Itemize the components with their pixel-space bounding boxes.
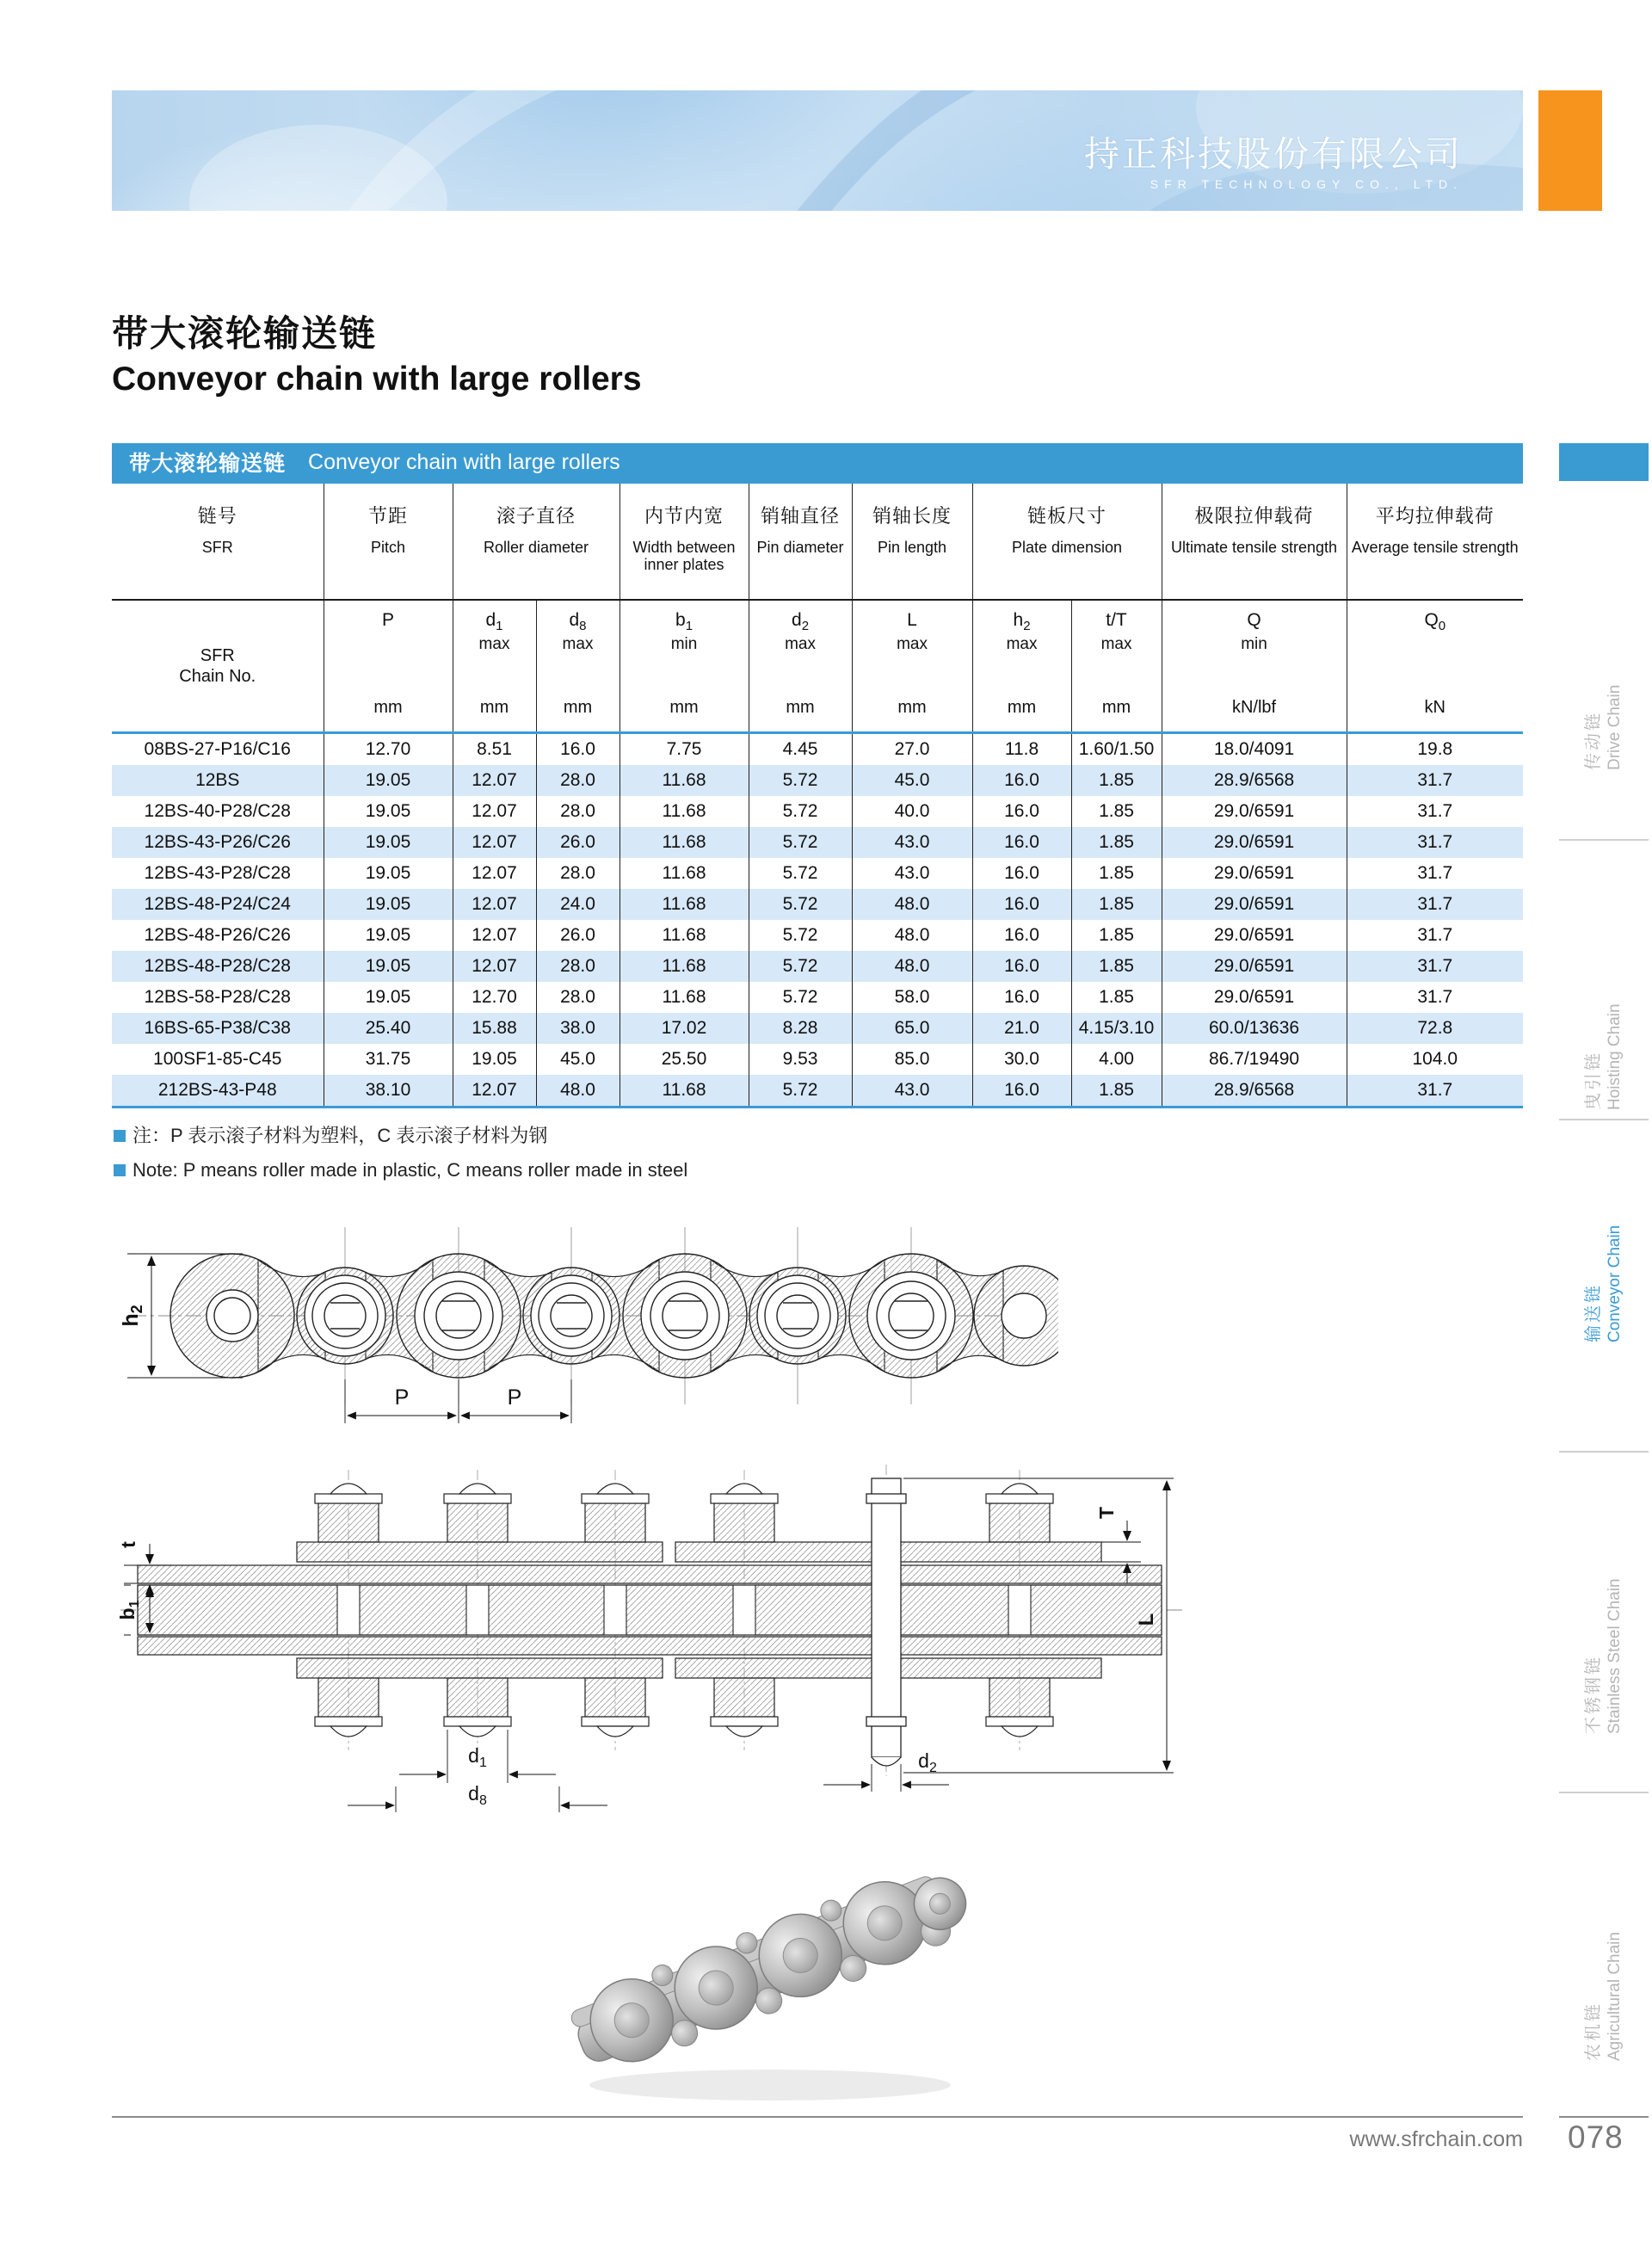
dim-label-T: T [1095,1506,1118,1520]
dim-label-d1: $d_1$ [468,1744,487,1770]
value-cell: 5.72 [749,858,852,889]
value-cell: 16.0 [972,920,1071,951]
dim-label-d8: $d_8$ [468,1782,487,1808]
value-cell: 1.85 [1071,858,1162,889]
chain-no-cell: 12BS-58-P28/C28 [144,987,291,1007]
sidebar-item-agricultural-chain[interactable]: 农机链 Agricultural Chain [1583,1932,1624,2061]
company-name-en: SFR TECHNOLOGY CO., LTD. [1150,177,1463,191]
dim-label-p2: P [507,1385,522,1410]
value-cell: 29.0/6591 [1162,889,1347,920]
value-cell: 11.68 [620,827,749,858]
note-bullet-icon [114,1130,126,1142]
value-cell: 16.0 [972,1075,1071,1107]
value-cell: 24.0 [536,889,620,920]
value-cell: 12.70 [453,982,536,1013]
chain-no-cell: 100SF1-85-C45 [153,1049,282,1069]
col-header-pin-diameter: 销轴直径 Pin diameter [749,483,852,601]
value-cell: 28.9/6568 [1162,1075,1347,1107]
chain-side-view-drawing [112,1203,1058,1435]
value-cell: 16.0 [972,889,1071,920]
subheader-b1: $b_1$ min mm [620,600,749,733]
value-cell: 11.68 [620,765,749,796]
sidebar-item-hoisting-chain[interactable]: 曳引链 Hoisting Chain [1583,1003,1624,1110]
dim-label-d2: $d_2$ [918,1749,937,1775]
chain-no-cell: 12BS-48-P28/C28 [144,956,291,976]
value-cell: 4.45 [749,733,852,766]
value-cell: 43.0 [852,1075,972,1107]
value-cell: 5.72 [749,827,852,858]
table-row [112,1044,1523,1075]
value-cell: 48.0 [852,889,972,920]
dim-label-h2: $h_2$ [119,1305,145,1327]
value-cell: 1.85 [1071,796,1162,827]
value-cell: 7.75 [620,733,749,766]
value-cell: 48.0 [852,951,972,982]
table-row [112,827,1523,858]
value-cell: 31.7 [1347,889,1523,920]
value-cell: 26.0 [536,827,620,858]
spec-table-container [112,481,1523,1108]
sidebar-item-stainless-steel-chain[interactable]: 不锈钢链 Stainless Steel Chain [1583,1578,1624,1734]
dim-label-p1: P [394,1385,410,1410]
value-cell: 16.0 [972,796,1071,827]
sidebar-active-marker [1559,443,1649,481]
value-cell: 12.07 [453,1075,536,1107]
value-cell: 11.68 [620,982,749,1013]
value-cell: 31.75 [324,1044,453,1075]
value-cell: 25.50 [620,1044,749,1075]
table-body [112,733,1523,1107]
dim-label-L: L [1135,1613,1158,1626]
sidebar-divider [1559,839,1649,841]
value-cell: 1.85 [1071,920,1162,951]
value-cell: 19.05 [324,951,453,982]
value-cell: 29.0/6591 [1162,982,1347,1013]
subheader-P: P mm [324,600,453,733]
footer-divider-short [1559,2116,1649,2118]
value-cell: 28.9/6568 [1162,765,1347,796]
value-cell: 11.68 [620,889,749,920]
value-cell: 5.72 [749,765,852,796]
value-cell: 1.85 [1071,1075,1162,1107]
value-cell: 31.7 [1347,1075,1523,1107]
value-cell: 12.70 [324,733,453,766]
table-group-header-row [112,483,1523,601]
value-cell: 11.68 [620,951,749,982]
header-banner [112,90,1523,211]
value-cell: 5.72 [749,982,852,1013]
value-cell: 48.0 [536,1075,620,1107]
company-name-block [1084,135,1463,191]
value-cell: 16.0 [972,858,1071,889]
chain-no-cell: 12BS [195,770,240,790]
sidebar-item-drive-chain[interactable]: 传动链 Drive Chain [1583,684,1624,770]
website-link[interactable]: www.sfrchain.com [1349,2127,1523,2151]
value-cell: 19.05 [324,920,453,951]
table-row [112,858,1523,889]
dim-label-b1: $b_1$ [116,1600,142,1620]
sidebar-divider [1559,1792,1649,1793]
chain-no-cell: 12BS-40-P28/C28 [144,801,291,821]
table-row [112,982,1523,1013]
value-cell: 31.7 [1347,796,1523,827]
page-title [112,312,642,401]
value-cell: 19.8 [1347,733,1523,766]
value-cell: 19.05 [324,982,453,1013]
note-cn: 注：P 表示滚子材料为塑料，C 表示滚子材料为钢 [114,1119,687,1153]
product-photo [551,1823,981,2115]
value-cell: 19.05 [324,796,453,827]
value-cell: 19.05 [324,827,453,858]
value-cell: 16.0 [972,982,1071,1013]
company-name-cn: 持正科技股份有限公司 [1084,134,1463,174]
value-cell: 45.0 [852,765,972,796]
sidebar-item-conveyor-chain[interactable]: 输送链 Conveyor Chain [1583,1225,1624,1342]
value-cell: 12.07 [453,858,536,889]
value-cell: 40.0 [852,796,972,827]
value-cell: 5.72 [749,889,852,920]
col-header-pin-length: 销轴长度 Pin length [852,483,972,601]
subheader-d1: $d_1$ max mm [453,600,536,733]
value-cell: 1.85 [1071,982,1162,1013]
spec-table [112,481,1523,1108]
page-number: 078 [1568,2119,1624,2155]
dim-label-t: t [117,1541,139,1548]
chain-no-cell: 16BS-65-P38/C38 [144,1018,291,1038]
value-cell: 19.05 [324,858,453,889]
section-title-en: Conveyor chain with large rollers [308,449,620,474]
table-row [112,765,1523,796]
table-row [112,889,1523,920]
chain-no-cell: 12BS-48-P26/C26 [144,925,291,945]
chain-no-cell: 12BS-43-P28/C28 [144,863,291,883]
value-cell: 19.05 [453,1044,536,1075]
table-row [112,951,1523,982]
value-cell: 5.72 [749,1075,852,1107]
value-cell: 29.0/6591 [1162,796,1347,827]
table-row [112,920,1523,951]
value-cell: 19.05 [324,765,453,796]
value-cell: 19.05 [324,889,453,920]
value-cell: 43.0 [852,827,972,858]
subheader-Q: Q min kN/lbf [1162,600,1347,733]
value-cell: 11.68 [620,796,749,827]
value-cell: 5.72 [749,796,852,827]
col-header-ultimate-strength: 极限拉伸载荷 Ultimate tensile strength [1162,483,1347,601]
value-cell: 31.7 [1347,858,1523,889]
value-cell: 58.0 [852,982,972,1013]
section-header-bar [112,443,1523,481]
col-header-inner-width: 内节内宽 Width between inner plates [620,483,749,601]
chain-no-cell: 12BS-48-P24/C24 [144,894,291,914]
value-cell: 8.51 [453,733,536,766]
table-row [112,796,1523,827]
value-cell: 1.60/1.50 [1071,733,1162,766]
subheader-h2: $h_2$ max mm [972,600,1071,733]
value-cell: 12.07 [453,920,536,951]
col-header-chain-no: 链号 SFR [112,483,324,601]
value-cell: 12.07 [453,796,536,827]
value-cell: 45.0 [536,1044,620,1075]
sidebar-divider [1559,1451,1649,1453]
subheader-tT: t/T max mm [1071,600,1162,733]
note-bullet-icon [114,1164,126,1176]
col-header-average-strength: 平均拉伸载荷 Average tensile strength [1347,483,1523,601]
value-cell: 12.07 [453,765,536,796]
value-cell: 72.8 [1347,1013,1523,1044]
col-header-roller-diameter: 滚子直径 Roller diameter [453,483,620,601]
subheader-d2: $d_2$ max mm [749,600,852,733]
value-cell: 16.0 [972,951,1071,982]
sidebar-divider [1559,1119,1649,1120]
value-cell: 18.0/4091 [1162,733,1347,766]
footer-divider [112,2116,1523,2118]
value-cell: 28.0 [536,796,620,827]
value-cell: 26.0 [536,920,620,951]
value-cell: 5.72 [749,951,852,982]
chain-no-cell: 212BS-43-P48 [157,1080,277,1100]
value-cell: 1.85 [1071,827,1162,858]
value-cell: 85.0 [852,1044,972,1075]
value-cell: 65.0 [852,1013,972,1044]
subheader-Q0: $Q_0$ kN [1347,600,1523,733]
value-cell: 1.85 [1071,765,1162,796]
value-cell: 16.0 [972,827,1071,858]
value-cell: 17.02 [620,1013,749,1044]
value-cell: 28.0 [536,858,620,889]
value-cell: 11.8 [972,733,1071,766]
value-cell: 48.0 [852,920,972,951]
chain-no-cell: 12BS-43-P26/C26 [144,832,291,852]
value-cell: 12.07 [453,827,536,858]
table-symbol-header-row [112,600,1523,733]
value-cell: 29.0/6591 [1162,858,1347,889]
value-cell: 9.53 [749,1044,852,1075]
chain-section-drawing [112,1456,1187,1817]
value-cell: 1.85 [1071,951,1162,982]
page-title-en: Conveyor chain with large rollers [112,361,642,398]
table-row [112,1075,1523,1107]
value-cell: 25.40 [324,1013,453,1044]
value-cell: 60.0/13636 [1162,1013,1347,1044]
value-cell: 4.15/3.10 [1071,1013,1162,1044]
notes-block [114,1119,687,1188]
value-cell: 27.0 [852,733,972,766]
value-cell: 29.0/6591 [1162,951,1347,982]
orange-accent-block [1538,90,1602,211]
value-cell: 31.7 [1347,765,1523,796]
value-cell: 31.7 [1347,827,1523,858]
value-cell: 1.85 [1071,889,1162,920]
value-cell: 12.07 [453,951,536,982]
value-cell: 43.0 [852,858,972,889]
value-cell: 5.72 [749,920,852,951]
table-row [112,733,1523,766]
value-cell: 86.7/19490 [1162,1044,1347,1075]
value-cell: 12.07 [453,889,536,920]
chain-no-cell: 08BS-27-P16/C16 [144,739,291,759]
value-cell: 29.0/6591 [1162,827,1347,858]
value-cell: 31.7 [1347,951,1523,982]
value-cell: 4.00 [1071,1044,1162,1075]
value-cell: 28.0 [536,765,620,796]
value-cell: 11.68 [620,920,749,951]
value-cell: 16.0 [972,765,1071,796]
subheader-d8: $d_8$ max mm [536,600,620,733]
value-cell: 15.88 [453,1013,536,1044]
value-cell: 8.28 [749,1013,852,1044]
col-header-plate-dimension: 链板尺寸 Plate dimension [972,483,1162,601]
value-cell: 38.0 [536,1013,620,1044]
subheader-L: L max mm [852,600,972,733]
value-cell: 104.0 [1347,1044,1523,1075]
value-cell: 21.0 [972,1013,1071,1044]
value-cell: 38.10 [324,1075,453,1107]
value-cell: 29.0/6591 [1162,920,1347,951]
value-cell: 28.0 [536,951,620,982]
table-row [112,1013,1523,1044]
page-title-cn: 带大滚轮输送链 [112,313,378,354]
subheader-chain-no: SFR Chain No. [112,600,324,733]
col-header-pitch: 节距 Pitch [324,483,453,601]
value-cell: 11.68 [620,858,749,889]
section-title-cn: 带大滚轮输送链 [129,452,287,476]
value-cell: 30.0 [972,1044,1071,1075]
note-en: Note: P means roller made in plastic, C means roller made in steel [114,1153,687,1188]
value-cell: 31.7 [1347,982,1523,1013]
value-cell: 31.7 [1347,920,1523,951]
value-cell: 11.68 [620,1075,749,1107]
value-cell: 28.0 [536,982,620,1013]
value-cell: 16.0 [536,733,620,766]
